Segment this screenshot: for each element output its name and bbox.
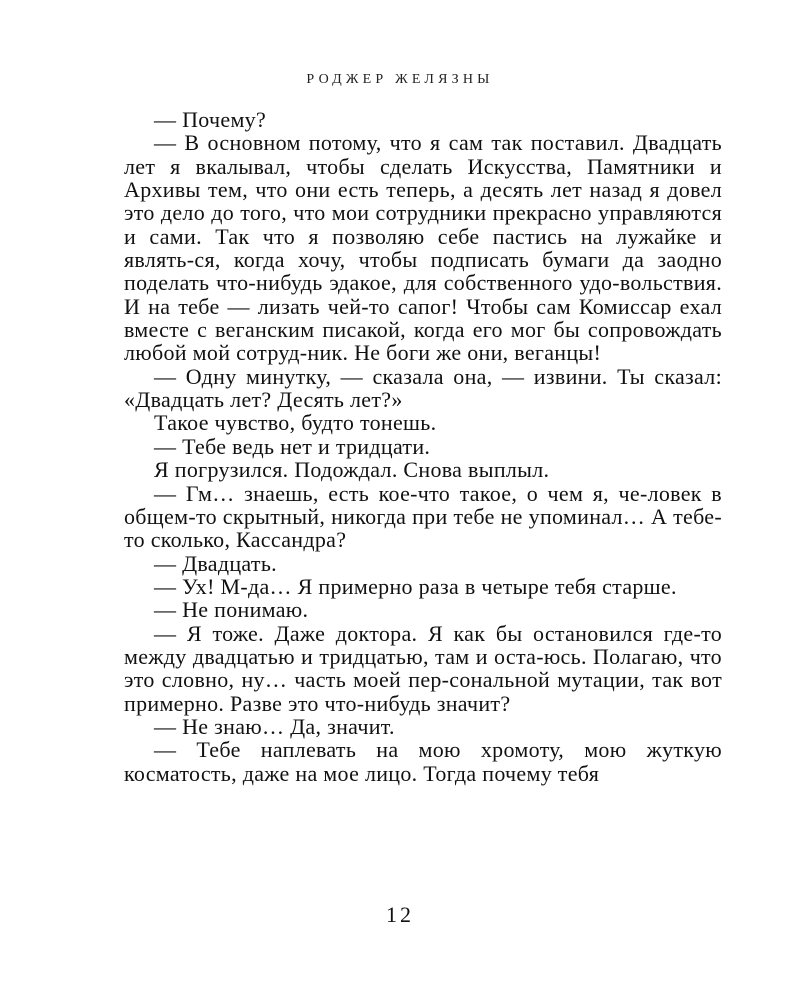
page-number: 12: [386, 902, 414, 927]
paragraph: — Не понимаю.: [154, 597, 309, 623]
paragraph: — Не знаю… Да, значит.: [154, 713, 395, 739]
paragraph: — Одну минутку, — сказала она, — извини. Ты сказал: «Двадцать лет? Десять лет?»: [124, 363, 722, 413]
body-text: [124, 108, 722, 785]
paragraph: Я погрузился. Подождал. Снова выплыл.: [154, 457, 550, 483]
paragraph: — Тебе наплевать на мою хромоту, мою жуткую косматость, даже на мое лицо. Тогда почему тебя: [124, 737, 722, 786]
paragraph: — Тебе ведь нет и тридцати.: [154, 433, 431, 459]
running-head: РОДЖЕР ЖЕЛЯЗНЫ: [306, 72, 494, 87]
paragraph: Такое чувство, будто тонешь.: [154, 410, 437, 436]
paragraph: — Ух! М-да… Я примерно раза в четыре тебя старше.: [154, 573, 677, 599]
paragraph: — Двадцать.: [154, 550, 277, 576]
paragraph: — Гм… знаешь, есть кое-что такое, о чем я, че-ловек в общем-то скрытный, никогда при тебе не упоминал… А тебе-то сколько, Кассандра?: [124, 480, 722, 553]
paragraph: — В основном потому, что я сам так поставил. Двадцать лет я вкалывал, чтобы сделать Искусства, Памятники и Архивы тем, что они есть теперь, а десять лет назад я довел это дело до того, что мои сотрудники прекрасно управляются и сами. Так что я позволяю себе пастись на лужайке и являть-ся, когда хочу, чтобы подписать бумаги да заодно поделать что-нибудь эдакое, для собственного удо-вольствия. И на тебе — лизать чей-то сапог! Чтобы сам Комиссар ехал вместе с веганским писакой, когда его мог бы сопровождать любой мой сотруд-ник. Не боги же они, веганцы!: [124, 130, 722, 366]
paragraph: — Я тоже. Даже доктора. Я как бы остановился где-то между двадцатью и тридцатью, там и оста-юсь. Полагаю, что это словно, ну… часть моей пер-сональной мутации, так вот примерно. Разве это что-нибудь значит?: [124, 620, 722, 716]
paragraph: — Почему?: [154, 107, 267, 132]
